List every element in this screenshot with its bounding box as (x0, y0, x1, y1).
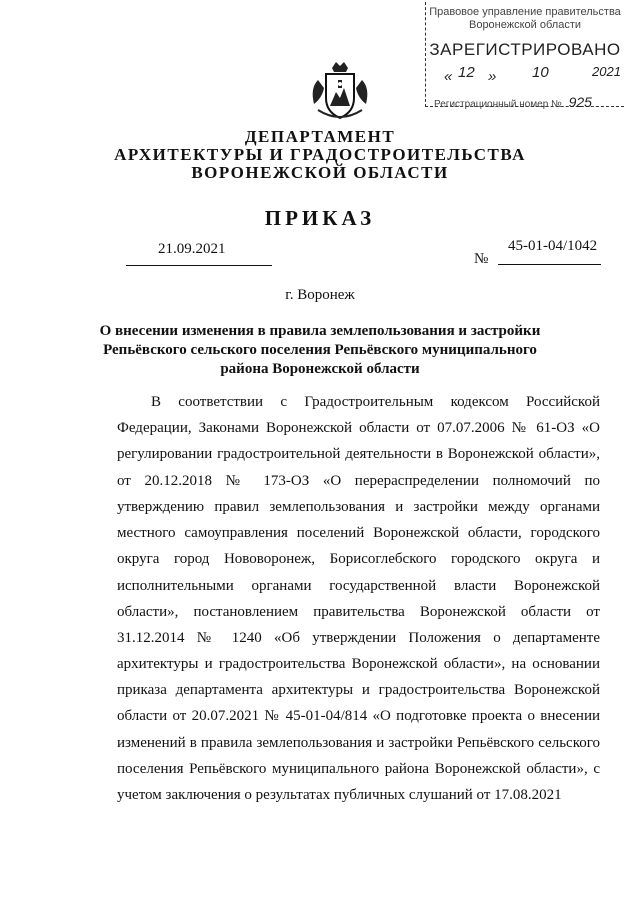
body-line-5: утверждению правил землепользования и застройки между органами (117, 499, 600, 515)
stamp-number (434, 94, 592, 110)
body-line-2: Федерации, Законами Воронежской области от 07.07.2006 № 61-ОЗ «О (117, 420, 600, 436)
body-line-13: области от 20.07.2021 № 45-01-04/814 «О подготовке проекта о внесении (117, 708, 600, 724)
body-line-15: поселения Репьёвского муниципального района Воронежской области», с (117, 761, 600, 777)
body-line-3: регулировании градостроительной деятельности в Воронежской области», (117, 446, 600, 462)
stamp-registered: ЗАРЕГИСТРИРОВАНО (429, 40, 621, 59)
body-line-10: 31.12.2014 № 1240 «Об утверждении Положения о департаменте (117, 630, 600, 646)
number-sign: № (474, 251, 489, 267)
coat-of-arms-icon (308, 58, 372, 124)
body-line-1: В соответствии с Градостроительным кодексом Российской (151, 394, 600, 410)
stamp-number-value: 925 (568, 94, 592, 110)
title-line-3: района Воронежской области (220, 361, 420, 377)
department-name-line3: ВОРОНЕЖСКОЙ ОБЛАСТИ (191, 163, 449, 182)
body-line-12: приказа департамента архитектуры и градостроительства Воронежской (117, 682, 600, 698)
body-line-6: местного самоуправления поселений Воронежской области, городского (117, 525, 600, 541)
department-name-line2: АРХИТЕКТУРЫ И ГРАДОСТРОИТЕЛЬСТВА (114, 145, 526, 164)
body-line-8: исполнительными органами государственной власти Воронежской (117, 578, 600, 594)
document-number: 45-01-04/1042 (508, 238, 598, 254)
stamp-date-day: 12 (458, 64, 475, 81)
stamp-date-month: 10 (532, 64, 549, 81)
body-line-16: учетом заключения о результатах публичных слушаний от 17.08.2021 (117, 787, 562, 803)
body-line-7: округа город Нововоронеж, Борисоглебского городского округа и (117, 551, 600, 567)
title-line-2: Репьёвского сельского поселения Репьёвского муниципального (103, 342, 537, 358)
document-type: ПРИКАЗ (264, 206, 376, 230)
number-underline (498, 264, 601, 265)
stamp-org-line2: Воронежской области (468, 19, 581, 31)
stamp-org-line1: Правовое управление правительства (429, 6, 621, 18)
body-line-14: изменений в правила землепользования и застройки Репьёвского сельского (117, 735, 600, 751)
title-line-1: О внесении изменения в правила землепользования и застройки (99, 323, 541, 339)
date-underline (126, 265, 272, 266)
body-line-9: области», постановлением правительства Воронежской области от (117, 604, 600, 620)
document-date: 21.09.2021 (158, 241, 226, 257)
body-line-11: архитектуры и градостроительства Воронежской области», на основании (117, 656, 600, 672)
city: г. Воронеж (285, 287, 355, 303)
registration-stamp: Правовое управление правительства Воронежской области ЗАРЕГИСТРИРОВАНО « 12 » 10 2021 Регистрационный номер № 925 (425, 2, 624, 107)
stamp-date-year: 2021 (592, 64, 621, 79)
department-name-line1: ДЕПАРТАМЕНТ (244, 127, 396, 146)
stamp-number-label: Регистрационный номер № (434, 99, 562, 110)
body-line-4: от 20.12.2018 № 173-ОЗ «О перераспределении полномочий по (117, 473, 600, 489)
